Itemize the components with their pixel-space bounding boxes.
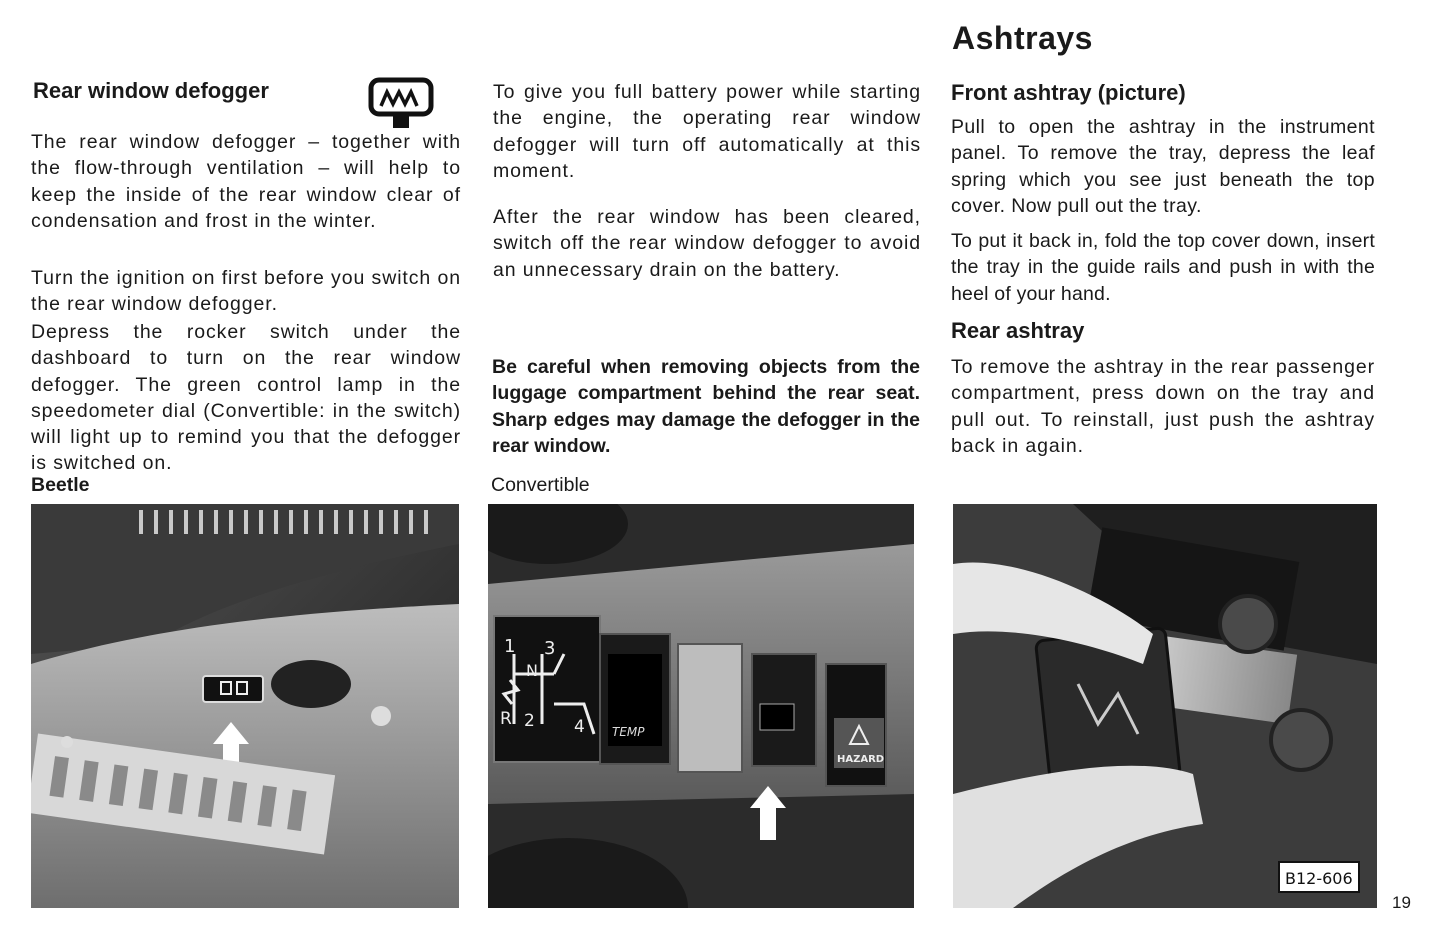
left-para-1: The rear window defogger – together with the flow-through ventilation – will help to keep the inside of the rear window clear of condensation and frost in the winter. <box>31 131 461 232</box>
convertible-caption: Convertible <box>491 474 590 496</box>
gear-4-label: 4 <box>574 717 585 737</box>
rear-defogger-icon <box>367 76 435 130</box>
middle-para-2: After the rear window has been cleared, switch off the rear window defogger to avoid an unnecessary drain on the battery. <box>493 206 921 281</box>
gear-r-label: R <box>500 709 512 729</box>
luggage-warning: Be careful when removing objects from the luggage compartment behind the rear seat. Sharp edges may damage the defogger in the rear window. <box>492 356 920 457</box>
left-para-3: Depress the rocker switch under the dashboard to turn on the rear window defogger. The green control lamp in the speedometer dial (Convertible: in the switch) will light up to remind you that the defogger is switched on. <box>31 321 461 475</box>
middle-para-1: To give you full battery power while starting the engine, the operating rear window defogger will turn off automatically at this moment. <box>493 81 921 182</box>
beetle-caption: Beetle <box>31 474 90 496</box>
page-number: 19 <box>1392 893 1411 912</box>
left-heading: Rear window defogger <box>33 78 269 103</box>
section-title-ashtrays: Ashtrays <box>952 20 1093 56</box>
front-ashtray-heading: Front ashtray (picture) <box>951 80 1186 105</box>
front-ashtray-para-2: To put it back in, fold the top cover down, insert the tray in the guide rails and push in with the heel of your hand. <box>951 230 1375 305</box>
gear-1-label: 1 <box>504 636 516 657</box>
gear-n-label: N <box>526 661 538 680</box>
rear-ashtray-heading: Rear ashtray <box>951 318 1085 343</box>
beetle-photo <box>31 504 459 908</box>
gear-2-label: 2 <box>524 711 535 731</box>
hazard-label: HAZARD <box>837 754 885 765</box>
photo-code-label: B12-606 <box>1285 869 1353 888</box>
convertible-photo <box>488 504 914 908</box>
left-para-2: Turn the ignition on first before you switch on the rear window defogger. <box>31 267 461 316</box>
ashtray-photo <box>953 504 1377 908</box>
rear-ashtray-para: To remove the ashtray in the rear passenger compartment, press down on the tray and pull out. To reinstall, just push the ashtray back in again. <box>951 356 1375 457</box>
temp-label: TEMP <box>612 725 645 739</box>
front-ashtray-para-1: Pull to open the ashtray in the instrument panel. To remove the tray, depress the leaf spring which you see just beneath the top cover. Now pull out the tray. <box>951 116 1375 217</box>
gear-3-label: 3 <box>544 638 556 659</box>
